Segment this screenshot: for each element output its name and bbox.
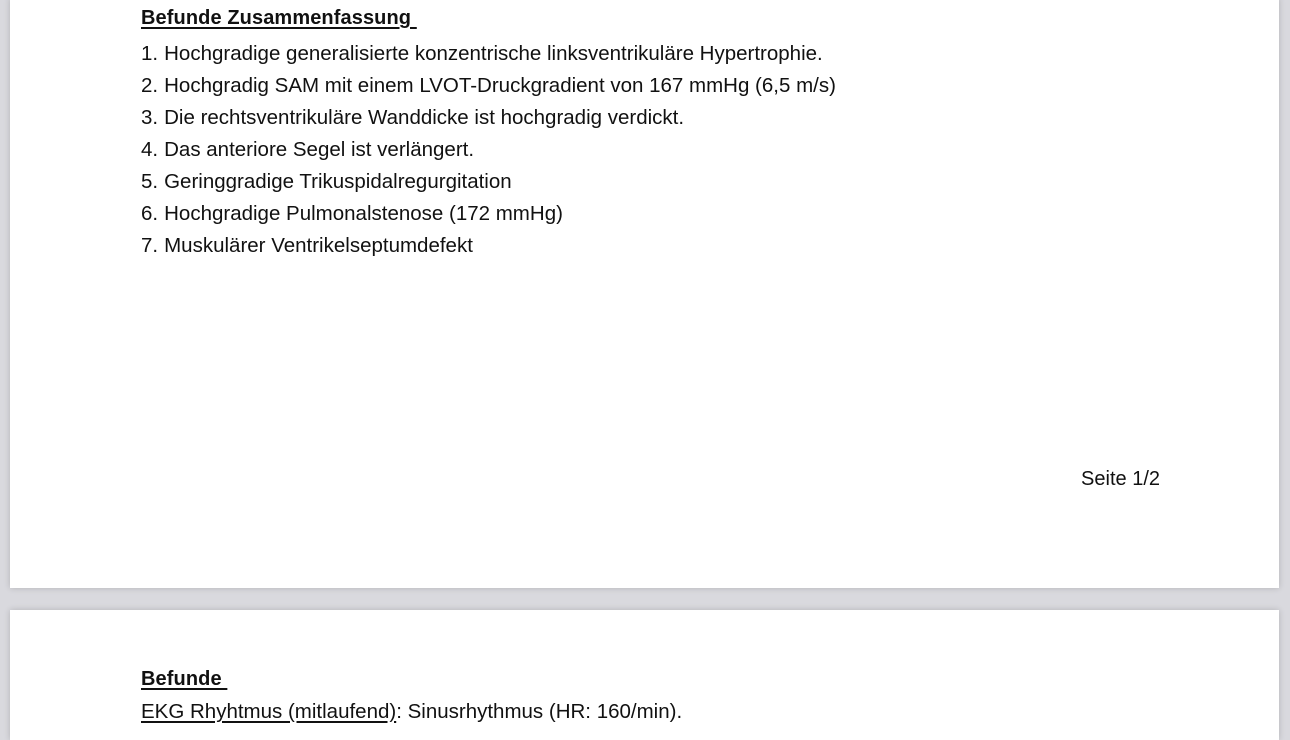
- list-item-number: 1.: [141, 42, 159, 65]
- list-item: [141, 134, 836, 166]
- list-item: [141, 70, 836, 102]
- document-page-1: [10, 0, 1279, 588]
- list-item-text: Geringgradige Trikuspidalregurgitation: [164, 170, 512, 193]
- list-item-number: 4.: [141, 138, 159, 161]
- list-item-text: Hochgradige generalisierte konzentrische linksventrikuläre Hypertrophie.: [164, 42, 823, 65]
- list-item-text: Hochgradige Pulmonalstenose (172 mmHg): [164, 202, 563, 225]
- list-item-text: Die rechtsventrikuläre Wanddicke ist hochgradig verdickt.: [164, 106, 685, 129]
- summary-heading: Befunde Zusammenfassung: [141, 7, 417, 29]
- ekg-rhythm-label: EKG Rhyhtmus (mitlaufend): [141, 700, 397, 723]
- ekg-rhythm-value: : Sinusrhythmus (HR: 160/min).: [396, 700, 683, 723]
- list-item-number: 3.: [141, 106, 159, 129]
- list-item: [141, 102, 836, 134]
- list-item: [141, 230, 836, 262]
- document-page-2: [10, 610, 1279, 740]
- list-item: [141, 198, 836, 230]
- list-item-text: Das anteriore Segel ist verlängert.: [164, 138, 475, 161]
- list-item-number: 2.: [141, 74, 159, 97]
- ekg-rhythm-line: [141, 700, 682, 724]
- list-item-number: 5.: [141, 170, 159, 193]
- findings-heading: Befunde: [141, 668, 228, 690]
- findings-list: [141, 38, 836, 262]
- list-item-number: 7.: [141, 234, 159, 257]
- list-item-text: Hochgradig SAM mit einem LVOT-Druckgradient von 167 mmHg (6,5 m/s): [164, 74, 836, 97]
- list-item: [141, 38, 836, 70]
- list-item-text: Muskulärer Ventrikelseptumdefekt: [164, 234, 473, 257]
- page-number: Seite 1/2: [1081, 468, 1160, 490]
- list-item: [141, 166, 836, 198]
- list-item-number: 6.: [141, 202, 159, 225]
